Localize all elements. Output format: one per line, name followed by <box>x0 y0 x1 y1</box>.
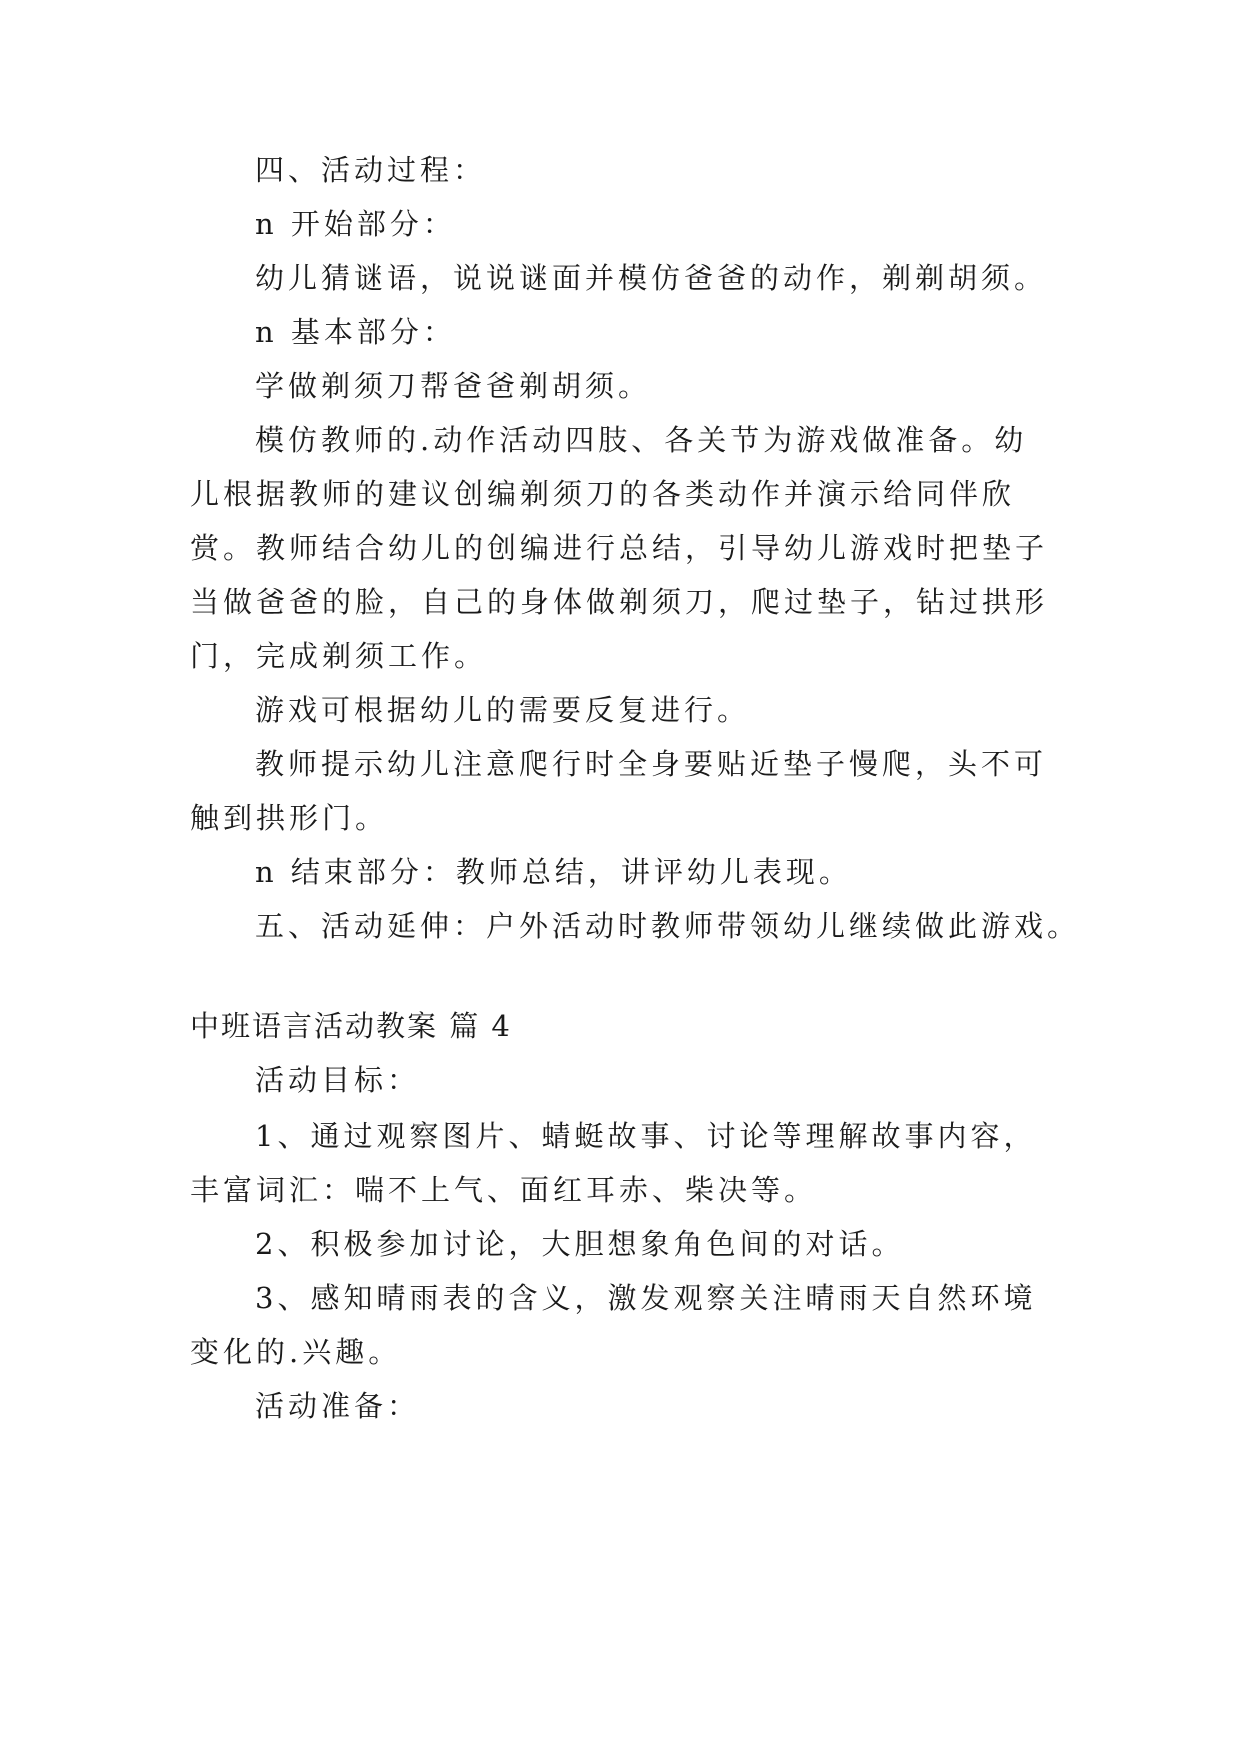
section-4-title: 四、活动过程： <box>255 153 487 187</box>
end-part: n 结束部分：教师总结，讲评幼儿表现。 <box>255 855 852 889</box>
basic-part-paragraph-3: 游戏可根据幼儿的需要反复进行。 <box>255 693 751 727</box>
basic-part-paragraph-2-line: 门，完成剃须工作。 <box>190 639 488 673</box>
goal-2: 2、积极参加讨论，大胆想象角色间的对话。 <box>255 1227 905 1261</box>
basic-part-paragraph-2-line: 赏。教师结合幼儿的创编进行总结，引导幼儿游戏时把垫子 <box>190 531 1049 565</box>
goal-1-line: 1、通过观察图片、蜻蜓故事、讨论等理解故事内容， <box>255 1119 1037 1153</box>
basic-part-paragraph-1: 学做剃须刀帮爸爸剃胡须。 <box>255 369 652 403</box>
prep-label: 活动准备： <box>255 1389 421 1423</box>
basic-part-paragraph-2-line: 当做爸爸的脸，自己的身体做剃须刀，爬过垫子，钻过拱形 <box>190 585 1049 619</box>
start-part-text: 幼儿猜谜语，说说谜面并模仿爸爸的动作，剃剃胡须。 <box>255 261 1048 295</box>
basic-part-paragraph-4-line: 教师提示幼儿注意爬行时全身要贴近垫子慢爬，头不可 <box>255 747 1048 781</box>
section-5: 五、活动延伸：户外活动时教师带领幼儿继续做此游戏。 <box>255 909 1081 943</box>
basic-part-paragraph-4-line: 触到拱形门。 <box>190 801 389 835</box>
goal-3-line: 3、感知晴雨表的含义，激发观察关注晴雨天自然环境 <box>255 1281 1037 1315</box>
basic-part-paragraph-2-line: 模仿教师的.动作活动四肢、各关节为游戏做准备。幼 <box>255 423 1028 457</box>
goal-1-line: 丰富词汇：喘不上气、面红耳赤、柴决等。 <box>190 1173 818 1207</box>
basic-part-paragraph-2-line: 儿根据教师的建议创编剃须刀的各类动作并演示给同伴欣 <box>190 477 1016 511</box>
start-part-label: n 开始部分： <box>255 207 456 241</box>
goals-label: 活动目标： <box>255 1063 421 1097</box>
basic-part-label: n 基本部分： <box>255 315 456 349</box>
lesson-4-heading: 中班语言活动教案 篇 4 <box>190 1009 512 1043</box>
goal-3-line: 变化的.兴趣。 <box>190 1335 402 1369</box>
